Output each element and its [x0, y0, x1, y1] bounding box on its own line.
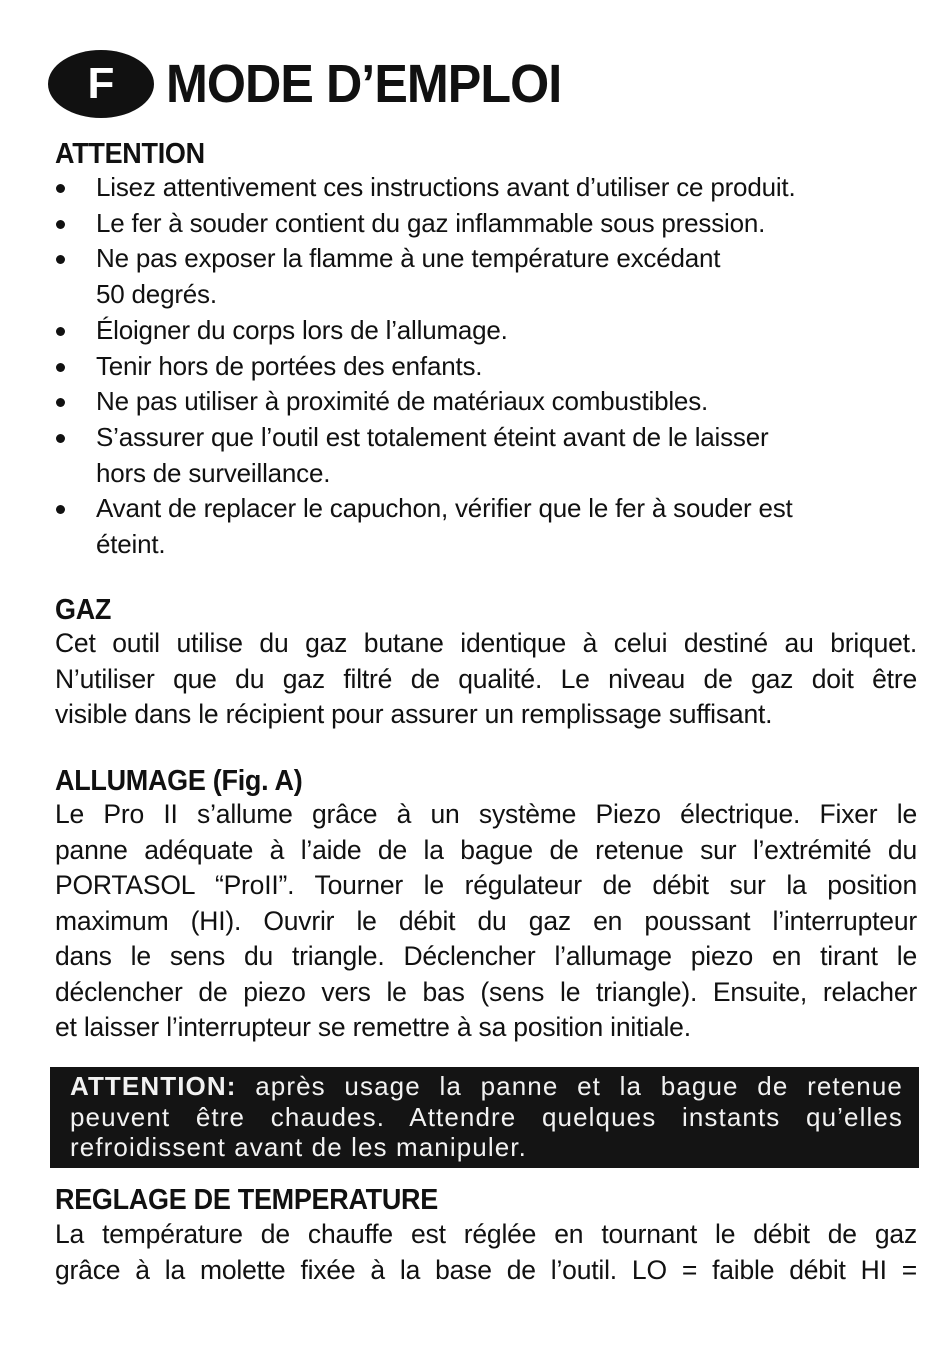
list-item-line: Tenir hors de portées des enfants. [96, 350, 483, 381]
list-item [52, 420, 922, 491]
paragraph-line: Cet outil utilise du gaz butane identique à celui destiné au briquet. [55, 628, 917, 658]
bullet-dot [56, 327, 65, 336]
reglage-paragraph [55, 1217, 917, 1288]
paragraph-line: grâce à la molette fixée à la base de l’outil. LO = faible débit HI = [55, 1254, 917, 1285]
list-item-line: 50 degrés. [96, 279, 217, 310]
list-item [52, 170, 922, 206]
page-header [48, 46, 591, 122]
paragraph-line: déclencher de piezo vers le bas (sens le triangle). Ensuite, relacher [55, 976, 917, 1007]
paragraph-line: panne adéquate à l’aide de la bague de retenue sur l’extrémité du [55, 834, 917, 865]
warning-text: après usage la panne et la bague de retenue [236, 1071, 903, 1101]
bullet-dot [56, 255, 65, 264]
bullet-dot [56, 434, 65, 443]
warning-line: refroidissent avant de les manipuler. [70, 1132, 527, 1162]
attention-list [52, 170, 922, 563]
list-item [52, 384, 922, 420]
list-item [52, 241, 922, 312]
paragraph-line: visible dans le récipient pour assurer un remplissage suffisant. [55, 699, 773, 729]
gaz-heading: GAZ [55, 594, 112, 626]
bullet-dot [56, 220, 65, 229]
paragraph-line: Le Pro II s’allume grâce à un système Piezo électrique. Fixer le [55, 799, 917, 829]
list-item-line: hors de surveillance. [96, 457, 331, 488]
list-item [52, 313, 922, 349]
list-item-line: Le fer à souder contient du gaz inflammable sous pression. [96, 207, 766, 238]
paragraph-line: dans le sens du triangle. Déclencher l’allumage piezo en tirant le [55, 941, 917, 971]
list-item-line: Lisez attentivement ces instructions avant d’utiliser ce produit. [96, 172, 796, 202]
list-item-line: Avant de replacer le capuchon, vérifier que le fer à souder est [96, 493, 793, 524]
paragraph-line: La température de chauffe est réglée en tournant le débit de gaz [55, 1219, 917, 1249]
list-item [52, 206, 922, 242]
attention-heading: ATTENTION [55, 138, 205, 170]
list-item-line: S’assurer que l’outil est totalement éteint avant de le laisser [96, 421, 769, 452]
bullet-dot [56, 363, 65, 372]
list-item [52, 491, 922, 562]
list-item-line: Éloigner du corps lors de l’allumage. [96, 314, 508, 345]
warning-box [50, 1067, 919, 1168]
allumage-paragraph [55, 797, 917, 1046]
list-item-line: Ne pas exposer la flamme à une température excédant [96, 243, 721, 274]
warning-lead: ATTENTION: [70, 1071, 237, 1101]
bullet-dot [56, 398, 65, 407]
page-title: MODE D’EMPLOI [166, 54, 562, 114]
paragraph-line: N’utiliser que du gaz filtré de qualité. Le niveau de gaz doit être [55, 663, 917, 694]
list-item-line: Ne pas utiliser à proximité de matériaux combustibles. [96, 386, 709, 417]
bullet-dot [56, 505, 65, 514]
list-item-line: éteint. [96, 529, 166, 560]
paragraph-line: maximum (HI). Ouvrir le débit du gaz en poussant l’interrupteur [55, 905, 917, 936]
list-item [52, 349, 922, 385]
paragraph-line: PORTASOL “ProII”. Tourner le régulateur de débit sur la position [55, 870, 917, 900]
warning-line: peuvent être chaudes. Attendre quelques instants qu’elles [70, 1101, 903, 1132]
paragraph-line: et laisser l’interrupteur se remettre à sa position initiale. [55, 1012, 691, 1042]
warning-line [70, 1071, 903, 1102]
bullet-dot [56, 184, 65, 193]
gaz-paragraph [55, 626, 917, 733]
language-badge: F [48, 50, 154, 118]
reglage-heading: REGLAGE DE TEMPERATURE [55, 1184, 438, 1216]
allumage-heading: ALLUMAGE (Fig. A) [55, 765, 303, 797]
